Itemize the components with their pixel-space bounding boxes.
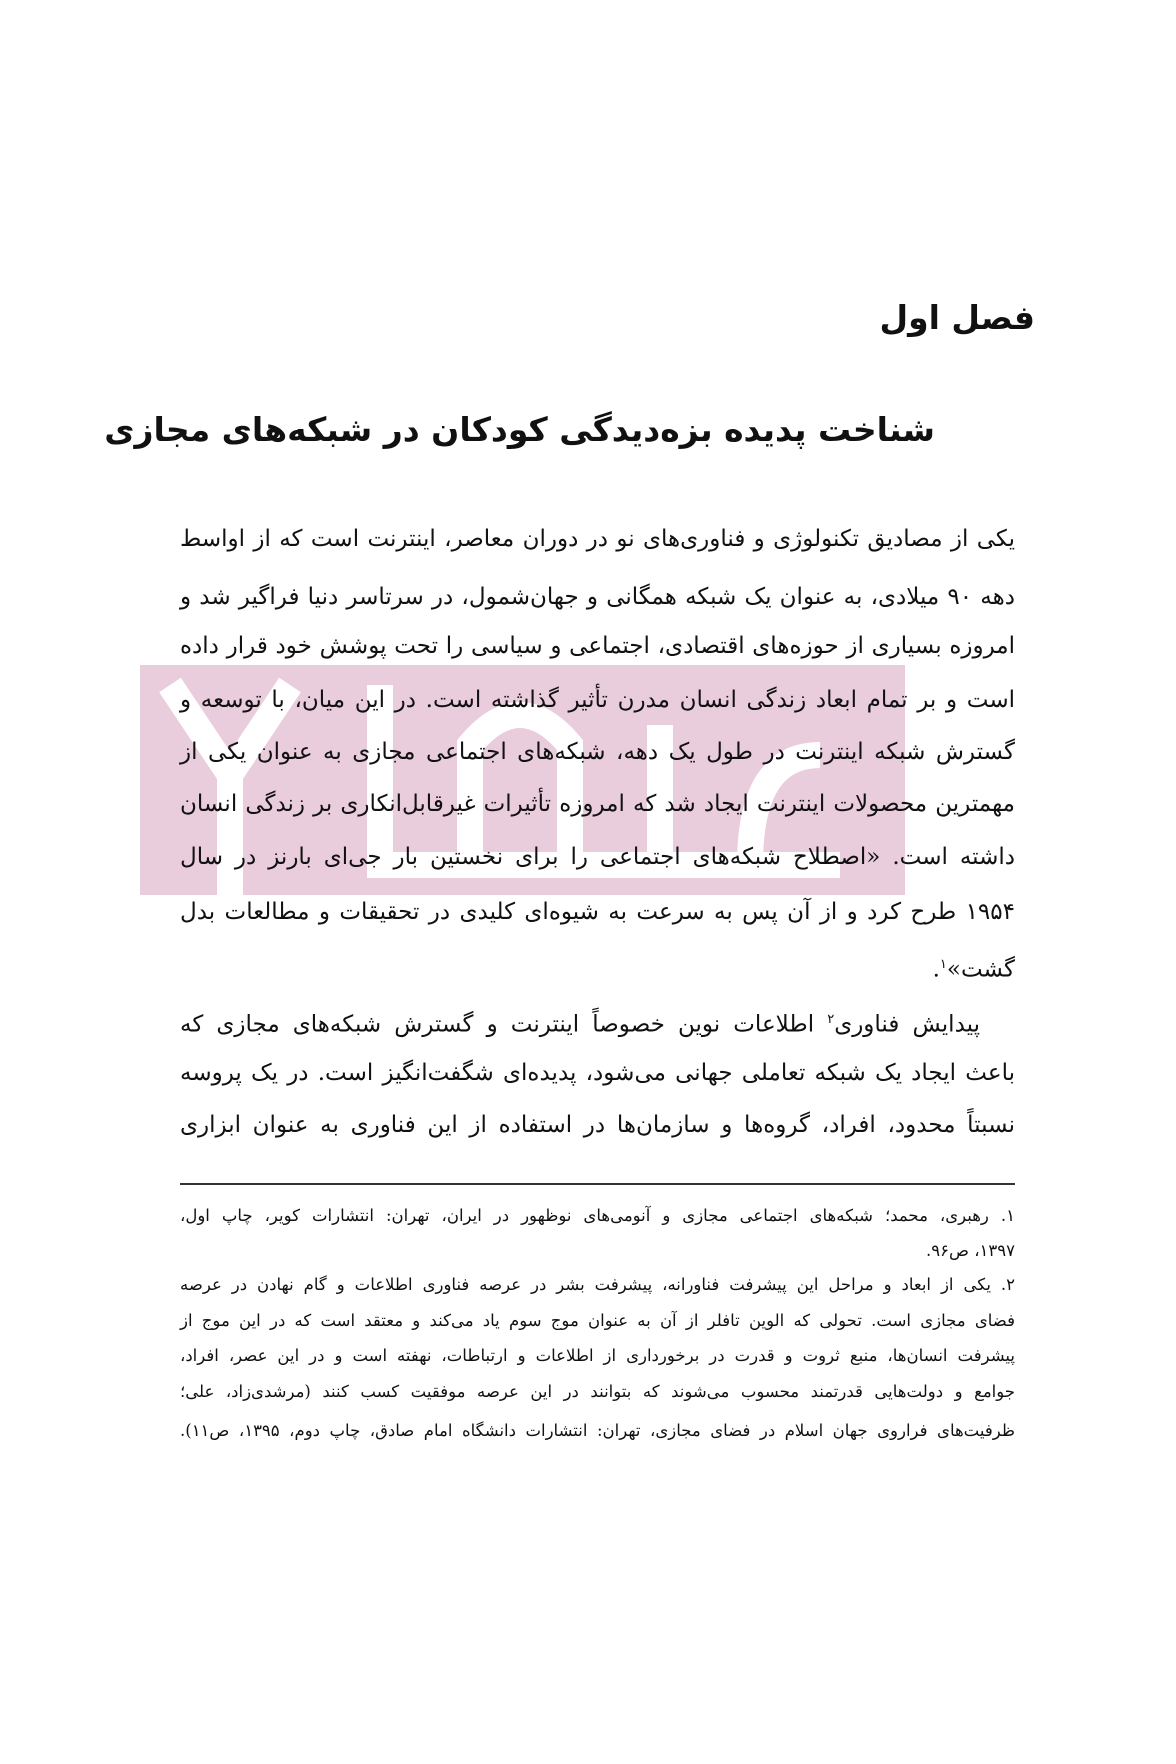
body-line xyxy=(180,1003,980,1042)
footnote-line: ۱۳۹۷، ص۹۶. xyxy=(926,1241,1015,1260)
body-line: نسبتاً محدود، افراد، گروه‌ها و سازمان‌ها در استفاده از این فناوری به عنوان ابزاری xyxy=(180,1112,1015,1138)
body-line: است و بر تمام ابعاد زندگی انسان مدرن تأثیر گذاشته است. در این میان، با توسعه و xyxy=(180,687,1015,713)
body-line: ۱۹۵۴ طرح کرد و از آن پس به سرعت به شیوه‌ای کلیدی در تحقیقات و مطالعات بدل xyxy=(180,899,1015,925)
footnote-line: فضای مجازی است. تحولی که الوین تافلر از آن به عنوان موج سوم یاد می‌کند و معتقد است که در این موج از xyxy=(180,1311,1015,1330)
footnote-line: پیشرفت انسان‌ها، منبع ثروت و قدرت در برخورداری از اطلاعات و ارتباطات، نهفته است و در این عصر، افراد، xyxy=(180,1346,1015,1365)
body-line xyxy=(180,948,1015,987)
body-line: مهمترین محصولات اینترنت ایجاد شد که امروزه تأثیرات غیرقابل‌انکاری بر زندگی انسان xyxy=(180,791,1015,817)
line-text: اطلاعات نوین خصوصاً اینترنت و گسترش شبکه‌های مجازی که xyxy=(180,1011,828,1038)
body-line: باعث ایجاد یک شبکه تعاملی جهانی می‌شود، پدیده‌ای شگفت‌انگیز است. در یک پروسه xyxy=(180,1060,1015,1086)
body-line: امروزه بسیاری از حوزه‌های اقتصادی، اجتماعی و سیاسی را تحت پوشش خود قرار داده xyxy=(180,633,1015,659)
body-line: دهه ۹۰ میلادی، به عنوان یک شبکه همگانی و جهان‌شمول، در سرتاسر دنیا فراگیر شد و xyxy=(180,584,1016,610)
footnote-ref-2: ۲ xyxy=(827,1012,835,1027)
line-text: گشت» xyxy=(946,956,1015,983)
footnote-ref-1: ۱ xyxy=(939,957,947,972)
footnote-line: ظرفیت‌های فراروی جهان اسلام در فضای مجازی، تهران: انتشارات دانشگاه امام صادق، چاپ دوم، ۱۳۹۵، ص۱۱). xyxy=(180,1421,1015,1440)
line-end: . xyxy=(932,956,940,983)
body-line: یکی از مصادیق تکنولوژی و فناوری‌های نو در دوران معاصر، اینترنت است که از اواسط xyxy=(180,526,1015,552)
footnote-line: ۱. رهبری، محمد؛ شبکه‌های اجتماعی مجازی و آنومی‌های نوظهور در ایران، تهران: انتشارات کویر، چاپ اول، xyxy=(180,1206,1015,1225)
chapter-title: شناخت پدیده بزه‌دیدگی کودکان در شبکه‌های مجازی xyxy=(104,410,935,449)
footnote-line: ۲. یکی از ابعاد و مراحل این پیشرفت فناورانه، پیشرفت بشر در عرصه فناوری اطلاعات و گام نهادن در عرصه xyxy=(180,1275,1015,1294)
line-text: پیدایش فناوری xyxy=(834,1011,980,1038)
chapter-label: فصل اول xyxy=(879,298,1035,337)
body-line: گسترش شبکه اینترنت در طول یک دهه، شبکه‌های اجتماعی مجازی به عنوان یکی از xyxy=(180,739,1015,765)
footnote-line: جوامع و دولت‌هایی قدرتمند محسوب می‌شوند که بتوانند در این عرصه موفقیت کسب کنند (مرشدی‌زاد، علی؛ xyxy=(180,1382,1015,1401)
footnote-divider xyxy=(180,1183,1015,1185)
body-line: داشته است. «اصطلاح شبکه‌های اجتماعی را برای نخستین بار جی‌ای بارنز در سال xyxy=(180,844,1015,870)
